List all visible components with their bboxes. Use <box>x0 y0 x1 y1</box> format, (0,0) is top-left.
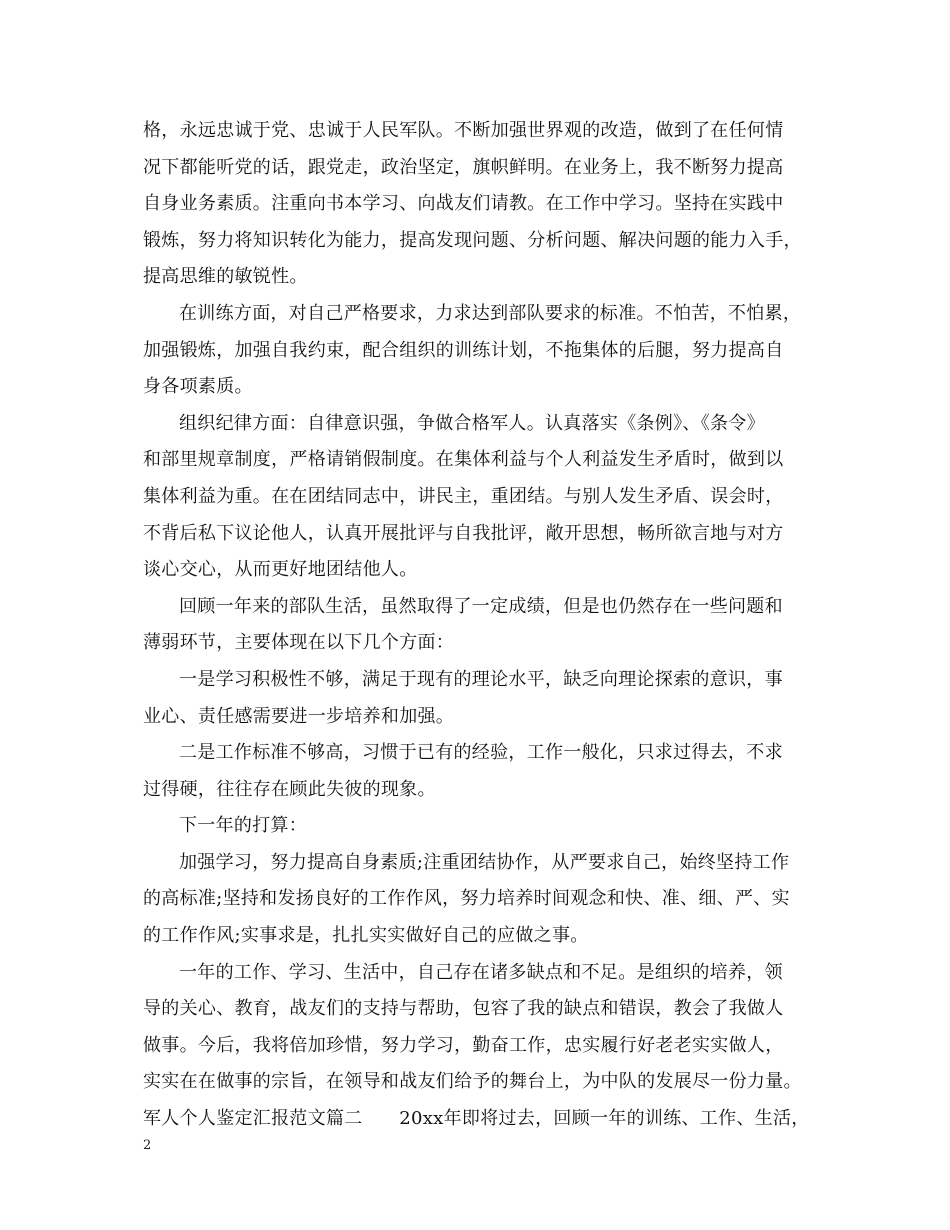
text-line: 做事。今后，我将倍加珍惜，努力学习，勤奋工作，忠实履行好老老实实做人， <box>143 1034 784 1056</box>
text-line: 况下都能听党的话，跟党走，政治坚定，旗帜鲜明。在业务上，我不断努力提高 <box>143 156 784 178</box>
paragraph-first-line: 一年的工作、学习、生活中，自己存在诸多缺点和不足。是组织的培养，领 <box>179 961 783 983</box>
paragraph-first-line: 加强学习，努力提高自身素质;注重团结协作，从严要求自己，始终坚持工作 <box>179 851 790 873</box>
text-line: 的工作作风;实事求是，扎扎实实做好自己的应做之事。 <box>143 925 589 947</box>
text-line: 不背后私下议论他人，认真开展批评与自我批评，敞开思想，畅所欲言地与对方 <box>143 522 784 544</box>
text-line: 军人个人鉴定汇报范文篇二 20xx年即将过去，回顾一年的训练、工作、生活， <box>143 1108 810 1130</box>
text-line: 集体利益为重。在在团结同志中，讲民主，重团结。与别人发生矛盾、误会时， <box>143 485 784 507</box>
text-line: 实实在在做事的宗旨，在领导和战友们给予的舞台上，为中队的发展尽一份力量。 <box>143 1071 802 1093</box>
text-line: 导的关心、教育，战友们的支持与帮助，包容了我的缺点和错误，教会了我做人 <box>143 998 784 1020</box>
text-line: 身各项素质。 <box>143 376 253 398</box>
text-line: 薄弱环节，主要体现在以下几个方面： <box>143 632 455 654</box>
text-line: 锻炼，努力将知识转化为能力，提高发现问题、分析问题、解决问题的能力入手， <box>143 229 802 251</box>
page-number: 2 <box>143 1138 152 1153</box>
paragraph-first-line: 回顾一年来的部队生活，虽然取得了一定成绩，但是也仍然存在一些问题和 <box>179 595 783 617</box>
text-line: 加强锻炼，加强自我约束，配合组织的训练计划，不拖集体的后腿，努力提高自 <box>143 339 784 361</box>
paragraph-first-line: 一是学习积极性不够，满足于现有的理论水平，缺乏向理论探索的意识，事 <box>179 668 783 690</box>
paragraph-first-line: 二是工作标准不够高，习惯于已有的经验，工作一般化，只求过得去，不求 <box>179 742 783 764</box>
text-line: 业心、责任感需要进一步培养和加强。 <box>143 705 455 727</box>
paragraph-first-line: 在训练方面，对自己严格要求，力求达到部队要求的标准。不怕苦，不怕累， <box>179 302 802 324</box>
text-line: 自身业务素质。注重向书本学习、向战友们请教。在工作中学习。坚持在实践中 <box>143 193 784 215</box>
text-line: 的高标准;坚持和发扬良好的工作作风，努力培养时间观念和快、准、细、严、实 <box>143 888 790 910</box>
document-body <box>143 113 823 1138</box>
text-line: 和部里规章制度，严格请销假制度。在集体利益与个人利益发生矛盾时，做到以 <box>143 449 784 471</box>
text-line: 提高思维的敏锐性。 <box>143 266 308 288</box>
text-line: 谈心交心，从而更好地团结他人。 <box>143 559 418 581</box>
text-line: 过得硬，往往存在顾此失彼的现象。 <box>143 778 436 800</box>
section-heading: 下一年的打算： <box>179 815 308 837</box>
text-line: 格，永远忠诚于党、忠诚于人民军队。不断加强世界观的改造，做到了在任何情 <box>143 120 784 141</box>
paragraph-first-line: 组织纪律方面：自律意识强，争做合格军人。认真落实《条例》、《条令》 <box>179 412 765 434</box>
